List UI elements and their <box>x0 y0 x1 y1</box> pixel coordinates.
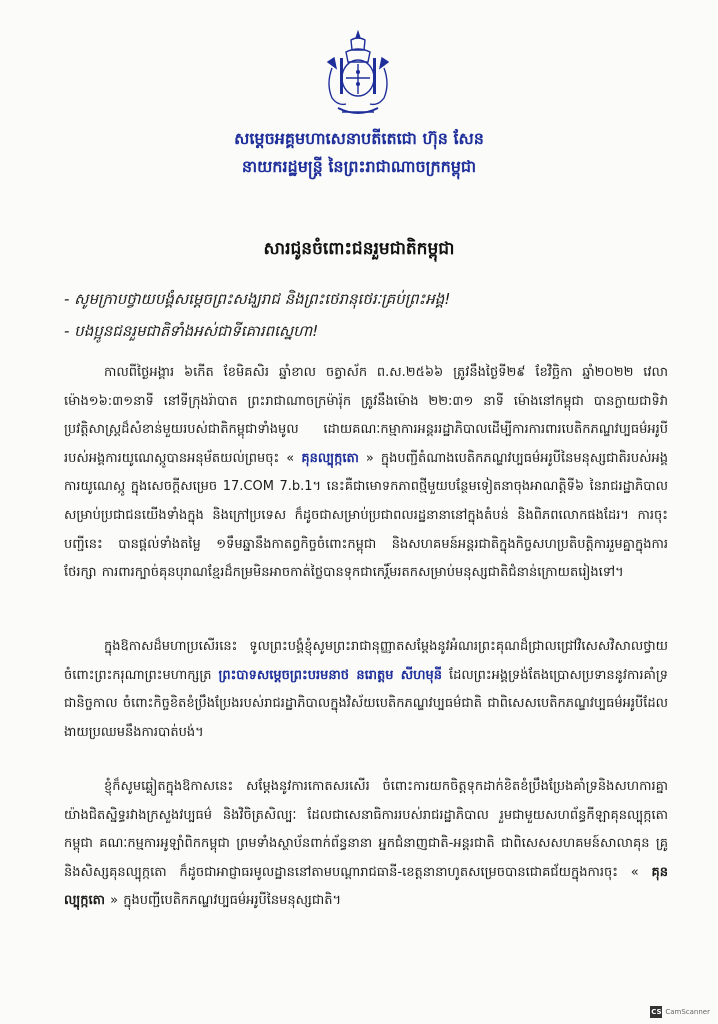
prime-minister-title-line: នាយករដ្ឋមន្ត្រី នៃព្រះរាជាណាចក្រកម្ពុជា <box>241 157 477 176</box>
camscanner-label: CamScanner <box>665 1008 710 1016</box>
greeting-citizens: - បងប្អូនជនរួមជាតិទាំងអស់ជាទីគោរពស្នេហា! <box>64 322 319 340</box>
greeting-monks: - សូមក្រាបថ្វាយបង្គំសម្ដេចព្រះសង្ឃរាជ និងព្រះថេរានុថេរៈគ្រប់ព្រះអង្គ! <box>64 290 451 308</box>
paragraph-3-text-start: ខ្ញុំក៏សូមឆ្លៀតក្នុងឱកាសនេះ សម្ដែងនូវការកោតសរសើរ ចំពោះការយកចិត្តទុកដាក់ខិតខំប្រឹងប្រែងគាំទ្រនិងសហការគ្នាយ៉ាងជិតស្និទ្ធរវាងក្រសួងវប្បធម៌ និងវិចិត្រសិល្បៈ ដែលជាសេនាធិការរបស់រាជរដ្ឋាភិបាល រួមជាមួយសហព័ន្ធកីឡាគុនល្បុក្កតោកម្ពុជា គណៈកម្មការអូឡាំពិកកម្ពុជា ព្រមទាំងស្ថាប័នពាក់ព័ន្ធនានា អ្នកជំនាញជាតិ-អន្តរជាតិ ជាពិសេសសហគមន៍សាលាគុន គ្រូនិងសិស្សគុនល្បុក្កតោ ក៏ដូចជាអាជ្ញាធរមូលដ្ឋាននៅតាមបណ្ដារាជធានី-ខេត្តនានាហូតសម្រេចបានជោគជ័យក្នុងការចុះ « <box>64 779 668 880</box>
body-paragraph-1 <box>64 359 668 588</box>
bokator-term: គុនល្បុក្កតោ <box>301 450 359 466</box>
camscanner-watermark <box>650 1006 710 1018</box>
king-name: ព្រះបាទសម្ដេចព្រះបរមនាថ នរោត្តម សីហមុនី <box>218 667 443 683</box>
paragraph-2-text-end: ដែលព្រះអង្គទ្រង់តែងប្រោសប្រទាននូវការគាំទ្រជានិច្ចកាល ចំពោះកិច្ចខិតខំប្រឹងប្រែងរបស់រាជរដ្ឋាភិបាលក្នុងវិស័យបេតិកភណ្ឌវប្បធម៌ជាតិ ជាពិសេសបេតិកភណ្ឌវប្បធម៌អរូបីដែលងាយប្រឈមនឹងការបាត់បង់។ <box>64 667 668 740</box>
paragraph-3-text-end: » ក្នុងបញ្ជីបេតិកភណ្ឌវប្បធម៌អរូបីនៃមនុស្សជាតិ។ <box>110 893 342 909</box>
document-title: សារជូនចំពោះជនរួមជាតិកម្ពុជា <box>263 239 455 259</box>
prime-minister-name-line: សម្ដេចអគ្គមហាសេនាបតីតេជោ ហ៊ុន សែន <box>234 129 484 148</box>
body-paragraph-3 <box>64 773 668 916</box>
paragraph-1-text-start: កាលពីថ្ងៃអង្គារ ៦កើត ខែមិគសិរ ឆ្នាំខាល ចត្វាស័ក ព.ស.២៥៦៦ ត្រូវនឹងថ្ងៃទី២៩ ខែវិច្ឆិកា ឆ្នាំ២០២២ វេលាម៉ោង១៦:៣១នាទី នៅទីក្រុងរ៉ាបាត ព្រះរាជាណាចក្រម៉ារ៉ុក ត្រូវនឹងម៉ោង ២២:៣១ នាទី ម៉ោងនៅកម្ពុជា បានក្លាយជាទិវាប្រវត្តិសាស្ត្រដ៏សំខាន់មួយរបស់ជាតិកម្ពុជាទាំងមូល ដោយគណៈកម្មាការអន្តររដ្ឋាភិបាលដើម្បីការការពារបេតិកភណ្ឌវប្បធម៌អរូបីរបស់អង្គការយូណេស្កូបានអនុម័តយល់ព្រមចុះ « <box>64 365 668 466</box>
camscanner-badge-icon: CS <box>651 1008 662 1016</box>
bokator-term-2: គុនល្បុក្កតោ <box>64 864 668 909</box>
body-paragraph-2 <box>64 633 668 747</box>
paragraph-2-text-start: ក្នុងឱកាសដ៏មហាប្រសើរនេះ ទូលព្រះបង្គំខ្ញុំសូមព្រះរាជានុញ្ញាតសម្ដែងនូវអំណរព្រះគុណដ៏ជ្រាលជ្រៅវិសេសវិសាលថ្វាយចំពោះព្រះករុណាព្រះមហាក្សត្រ <box>64 639 668 683</box>
paragraph-1-text-end: » ក្នុងបញ្ជីតំណាងបេតិកភណ្ឌវប្បធម៌អរូបីនៃមនុស្សជាតិរបស់អង្គការយូណេស្កូ ក្នុងសេចក្ដីសម្រេច 17.COM 7.b.1។ នេះគឺជាមោទកភាពថ្មីមួយបន្ថែមទៀតនាចុងអាណត្តិទី៦ នៃរាជរដ្ឋាភិបាលសម្រាប់ប្រជាជនយើងទាំងក្នុង និងក្រៅប្រទេស ក៏ដូចជាសម្រាប់ប្រជាពលរដ្ឋនានានៅក្នុងតំបន់ និងពិភពលោកផងដែរ។ ការចុះបញ្ជីនេះ បានផ្ដល់ទាំងតម្លៃ ១ទឹមឆ្នានឹងកាតព្វកិច្ចចំពោះកម្ពុជា និងសហគមន៍អន្តរជាតិក្នុងកិច្ចសហប្រតិបត្តិការរួមគ្នាក្នុងការថែរក្សា ការពារក្បាច់គុនបុរាណខ្មែរដ៏កម្រមិនអាចកាត់ថ្លៃបានទុកជាកេរ្តិ៍មរតកសម្រាប់មនុស្សជាតិជំនាន់ក្រោយតរៀងទៅ។ <box>64 450 668 581</box>
royal-coat-of-arms-emblem <box>318 28 398 120</box>
